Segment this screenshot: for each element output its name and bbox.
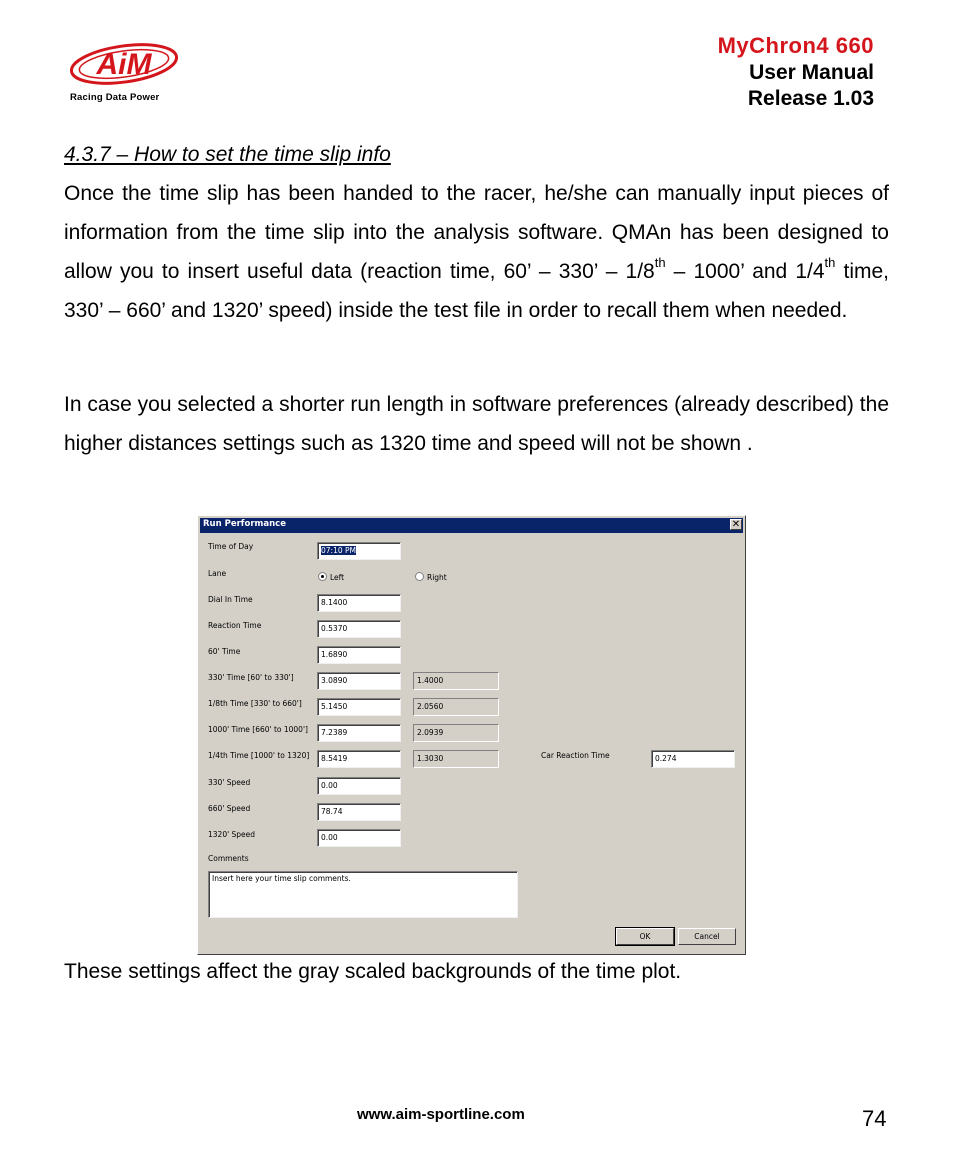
comments-textarea[interactable]: Insert here your time slip comments. — [208, 871, 518, 918]
cancel-button[interactable]: Cancel — [678, 928, 736, 945]
time-60-input[interactable]: 1.6890 — [317, 646, 401, 664]
superscript-th: th — [654, 255, 666, 270]
label-60-time: 60' Time — [208, 647, 241, 656]
reaction-time-input[interactable]: 0.5370 — [317, 620, 401, 638]
logo-subtitle: Racing Data Power — [70, 92, 160, 103]
label-330-time: 330' Time [60' to 330'] — [208, 673, 294, 682]
speed-330-input[interactable]: 0.00 — [317, 777, 401, 795]
label-lane: Lane — [208, 569, 227, 578]
split-1320-readout: 1.3030 — [413, 750, 499, 768]
split-330-readout: 1.4000 — [413, 672, 499, 690]
speed-1320-input[interactable]: 0.00 — [317, 829, 401, 847]
release-label: Release 1.03 — [747, 87, 874, 110]
label-1320-speed: 1320' Speed — [208, 830, 256, 839]
paragraph-run-length: In case you selected a shorter run length in software preferences (already described) the higher distances settings such as 1320 time and speed will not be shown . — [64, 393, 889, 455]
label-660-time: 1/8th Time [330' to 660'] — [208, 699, 302, 708]
close-button[interactable] — [730, 519, 742, 530]
time-330-input[interactable]: 3.0890 — [317, 672, 401, 690]
manual-title: User Manual — [749, 61, 874, 84]
page-number: 74 — [862, 1106, 887, 1131]
time-1320-input[interactable]: 8.5419 — [317, 750, 401, 768]
lane-left-radio[interactable] — [318, 572, 327, 581]
paragraph-intro-part3: time, 330’ – 660’ and 1320’ speed) inside the test file in order to recall them when needed. — [64, 260, 889, 322]
logo-wordmark: AiM — [96, 48, 152, 81]
time-of-day-value: 07:10 PM — [321, 546, 356, 555]
car-reaction-time-input[interactable]: 0.274 — [651, 750, 735, 768]
label-1320-time: 1/4th Time [1000' to 1320] — [208, 751, 310, 760]
dial-in-time-input[interactable]: 8.1400 — [317, 594, 401, 612]
dialog-titlebar[interactable] — [200, 518, 743, 533]
time-1000-input[interactable]: 7.2389 — [317, 724, 401, 742]
paragraph-intro-part2: – 1000’ and 1/4 — [665, 260, 825, 283]
lane-right-radio[interactable] — [415, 572, 424, 581]
product-name: MyChron4 660 — [717, 33, 874, 58]
label-dial-in-time: Dial In Time — [208, 595, 253, 604]
label-1000-time: 1000' Time [660' to 1000'] — [208, 725, 308, 734]
speed-660-input[interactable]: 78.74 — [317, 803, 401, 821]
run-performance-dialog — [197, 515, 746, 955]
label-comments: Comments — [208, 854, 249, 863]
split-660-readout: 2.0560 — [413, 698, 499, 716]
ok-button[interactable]: OK — [616, 928, 674, 945]
label-car-reaction-time: Car Reaction Time — [541, 751, 610, 760]
dialog-title: Run Performance — [203, 519, 286, 529]
label-time-of-day: Time of Day — [208, 542, 254, 551]
lane-left-label[interactable]: Left — [330, 573, 345, 582]
close-icon: ✕ — [731, 519, 741, 530]
label-330-speed: 330' Speed — [208, 778, 251, 787]
figure-caption: These settings affect the gray scaled backgrounds of the time plot. — [64, 960, 682, 983]
paragraph-intro-part1: Once the time slip has been handed to the racer, he/she can manually input pieces of information from the time slip into the analysis software. QMAn has been designed to allow you to insert useful data (reaction time, 60’ – 330’ – 1/8 — [64, 182, 889, 283]
paragraph-intro — [64, 174, 889, 330]
time-660-input[interactable]: 5.1450 — [317, 698, 401, 716]
footer-url[interactable]: www.aim-sportline.com — [357, 1106, 525, 1123]
label-reaction-time: Reaction Time — [208, 621, 262, 630]
section-heading: 4.3.7 – How to set the time slip info — [64, 143, 391, 166]
split-1000-readout: 2.0939 — [413, 724, 499, 742]
lane-right-label[interactable]: Right — [427, 573, 447, 582]
aim-logo-mark — [68, 38, 180, 94]
superscript-th: th — [824, 255, 836, 270]
label-660-speed: 660' Speed — [208, 804, 251, 813]
time-of-day-input[interactable] — [317, 542, 401, 560]
